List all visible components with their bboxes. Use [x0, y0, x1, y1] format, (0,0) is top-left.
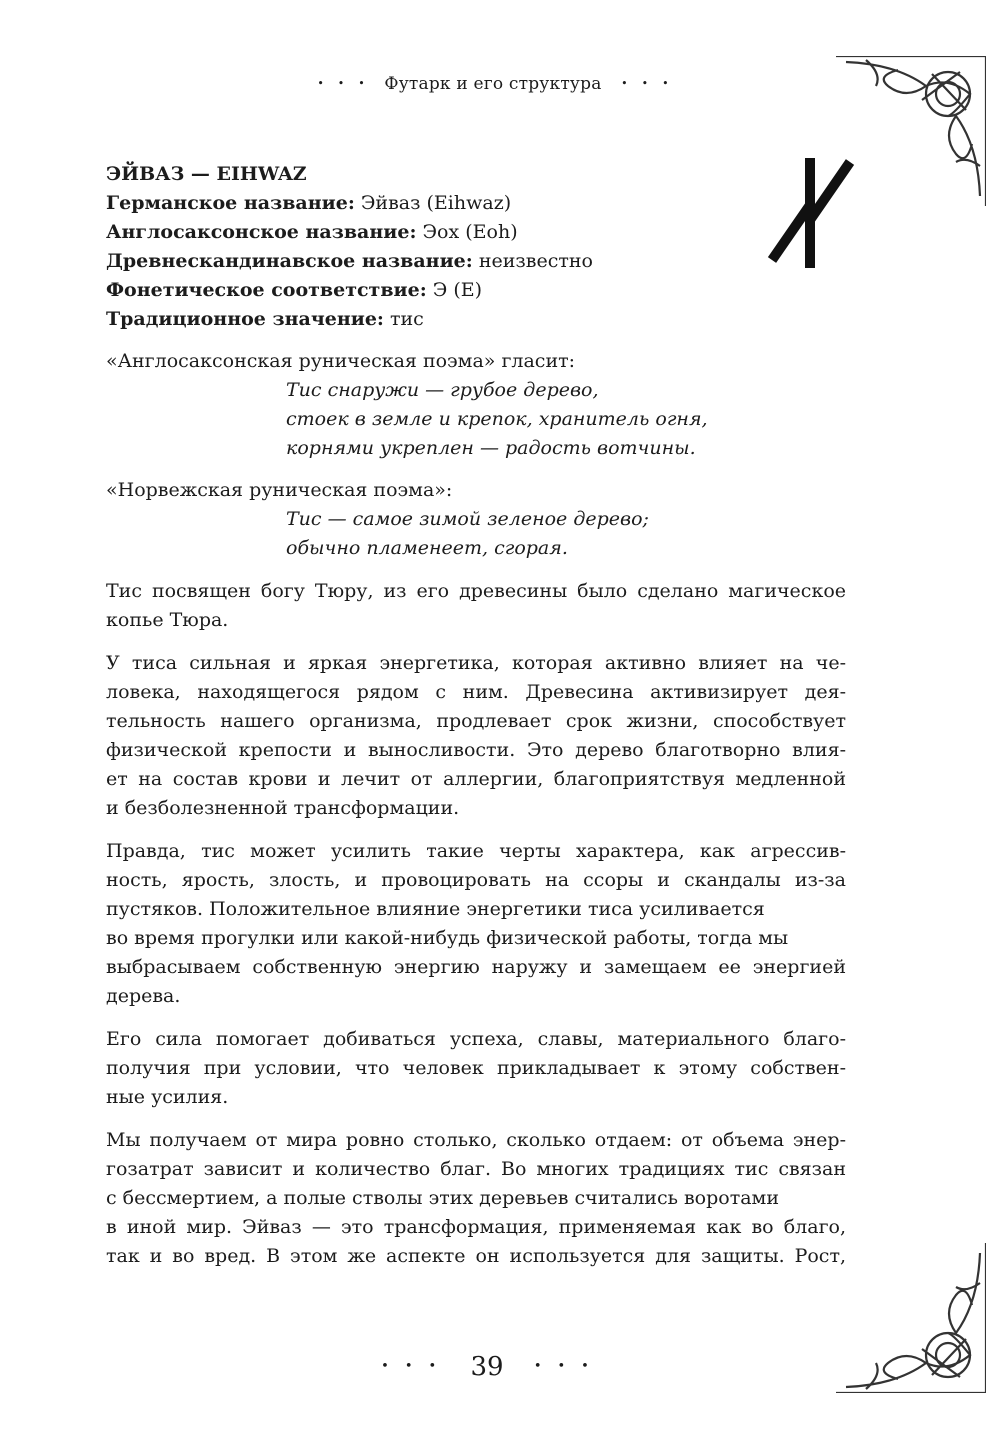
poem-verse [286, 376, 846, 463]
page-content [106, 160, 846, 1271]
page-footer [0, 1352, 986, 1382]
paragraph [106, 649, 846, 823]
verse-line: стоек в земле и крепок, хранитель огня, [286, 408, 708, 430]
poem-intro: «Норвежская руническая поэма»: [106, 479, 453, 501]
text-line: с бессмертием, а полые стволы этих деревьев считались воротами [106, 1187, 779, 1209]
text-line: получия при условии, что человек прикладывает к этому собствен- [106, 1057, 846, 1079]
field-label: Фонетическое соответствие: [106, 279, 427, 301]
field-anglo-saxon-name [106, 218, 846, 247]
text-line: ловека, находящегося рядом с ним. Древесина активизирует дея- [106, 681, 846, 703]
decorative-dots: ••• [533, 1359, 605, 1374]
field-old-norse-name [106, 247, 846, 276]
field-label: Древнескандинавское название: [106, 250, 473, 272]
text-line: ность, ярость, злость, и провоцировать на ссоры и скандалы из-за [106, 869, 846, 891]
decorative-dots: • • • [621, 77, 669, 90]
field-label: Традиционное значение: [106, 308, 384, 330]
poem-intro: «Англосаксонская руническая поэма» гласит: [106, 350, 576, 372]
text-line: Тис посвящен богу Тюру, из его древесины было сделано магическое [106, 580, 846, 602]
verse-line: Тис снаружи — грубое дерево, [286, 379, 599, 401]
rune-title: ЭЙВАЗ — EIHWAZ [106, 163, 307, 185]
text-line: выбрасываем собственную энергию наружу и замещаем ее энергией [106, 956, 846, 978]
text-line: ные усилия. [106, 1086, 229, 1108]
text-line: У тиса сильная и яркая энергетика, которая активно влияет на че- [106, 652, 846, 674]
paragraph [106, 837, 846, 1011]
text-line: физической крепости и выносливости. Это дерево благотворно влия- [106, 739, 846, 761]
poem-verse [286, 505, 846, 563]
running-head-title: Футарк и его структура [384, 74, 602, 94]
text-line: гозатрат зависит и количество благ. Во многих традициях тис связан [106, 1158, 846, 1180]
decorative-dots: ••• [317, 77, 379, 90]
verse-line: Тис — самое зимой зеленое дерево; [286, 508, 649, 530]
field-value: неизвестно [472, 250, 593, 272]
text-line: ет на состав крови и лечит от аллергии, благоприятствуя медленной [106, 768, 846, 790]
page-number: 39 [470, 1352, 504, 1382]
field-traditional-meaning [106, 305, 846, 334]
paragraph [106, 1025, 846, 1112]
text-line: пустяков. Положительное влияние энергетики тиса усиливается [106, 898, 765, 920]
text-line: Его сила помогает добиваться успеха, славы, материального благо- [106, 1028, 846, 1050]
text-line: так и во вред. В этом же аспекте он используется для защиты. Рост, [106, 1245, 846, 1267]
field-label: Англосаксонское название: [106, 221, 417, 243]
text-line: дерева. [106, 985, 181, 1007]
paragraph [106, 577, 846, 635]
text-line: копье Тюра. [106, 609, 229, 631]
decorative-dots: ••• [381, 1359, 453, 1374]
field-label: Германское название: [106, 192, 355, 214]
field-phonetic [106, 276, 846, 305]
field-value: Эйваз (Eihwaz) [354, 192, 512, 214]
text-line: Мы получаем от мира ровно столько, сколько отдаем: от объема энер- [106, 1129, 846, 1151]
text-line: Правда, тис может усилить такие черты характера, как агрессив- [106, 840, 846, 862]
field-germanic-name [106, 189, 846, 218]
field-value: тис [383, 308, 424, 330]
text-line: тельность нашего организма, продлевает срок жизни, способствует [106, 710, 846, 732]
text-line: во время прогулки или какой-нибудь физической работы, тогда мы [106, 927, 789, 949]
text-line: и безболезненной трансформации. [106, 797, 460, 819]
verse-line: корнями укреплен — радость вотчины. [286, 437, 696, 459]
verse-line: обычно пламенеет, сгорая. [286, 537, 568, 559]
text-line: в иной мир. Эйваз — это трансформация, применяемая как во благо, [106, 1216, 846, 1238]
paragraph [106, 1126, 846, 1271]
field-value: Эох (Eoh) [416, 221, 518, 243]
field-value: Э (E) [426, 279, 483, 301]
